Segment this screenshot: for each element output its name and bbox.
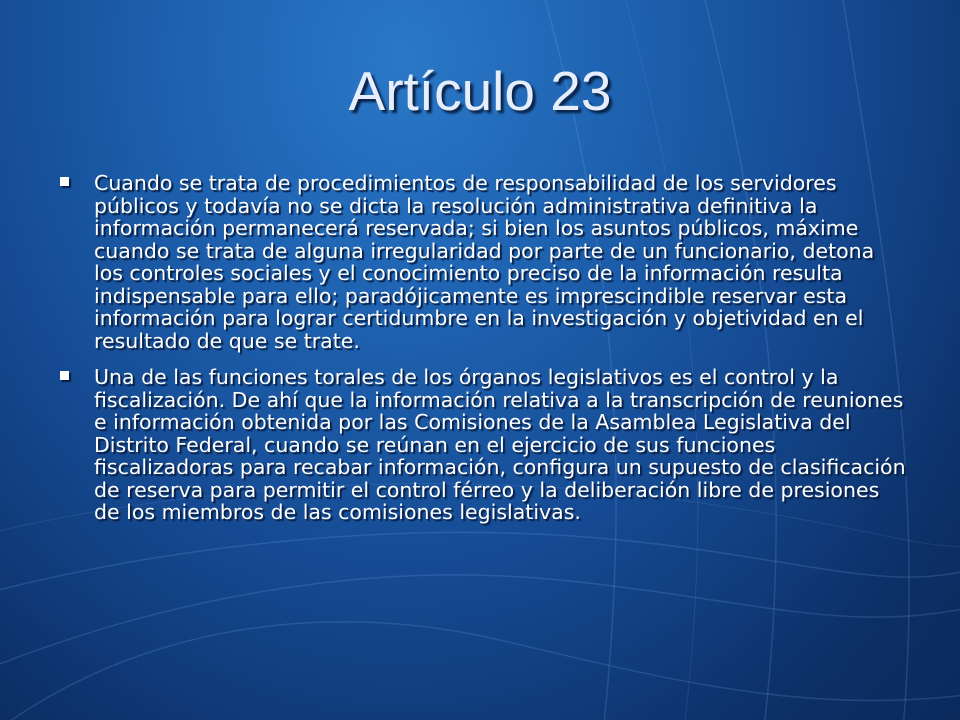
slide-title: Artículo 23 [348,60,612,122]
bullet-text: Una de las funciones torales de los órganos legislativos es el control y la fiscalización. De ahí que la información relativa a la transcripción de reuniones e información obtenida por las Comisiones de la Asamblea Legislativa del Distrito Federal, cuando se reúnan en el ejercicio de sus funciones fiscalizadoras para recabar información, configura un supuesto de clasificación de reserva para permitir el control férreo y la deliberación libre de presiones de los miembros de las comisiones legislativas. [94,365,906,524]
square-bullet-icon [60,371,69,380]
bullet-list [56,172,906,538]
bullet-item [56,366,906,524]
square-bullet-icon [60,177,69,186]
bullet-text: Cuando se trata de procedimientos de responsabilidad de los servidores públicos y todavía no se dicta la resolución administrativa definitiva la información permanecerá reservada; si bien los asuntos públicos, máxime cuando se trata de alguna irregularidad por parte de un funcionario, detona los controles sociales y el conocimiento preciso de la información resulta indispensable para ello; paradójicamente es imprescindible reservar esta información para lograr certidumbre en la investigación y objetividad en el resultado de que se trate. [94,171,875,353]
bullet-item [56,172,906,352]
